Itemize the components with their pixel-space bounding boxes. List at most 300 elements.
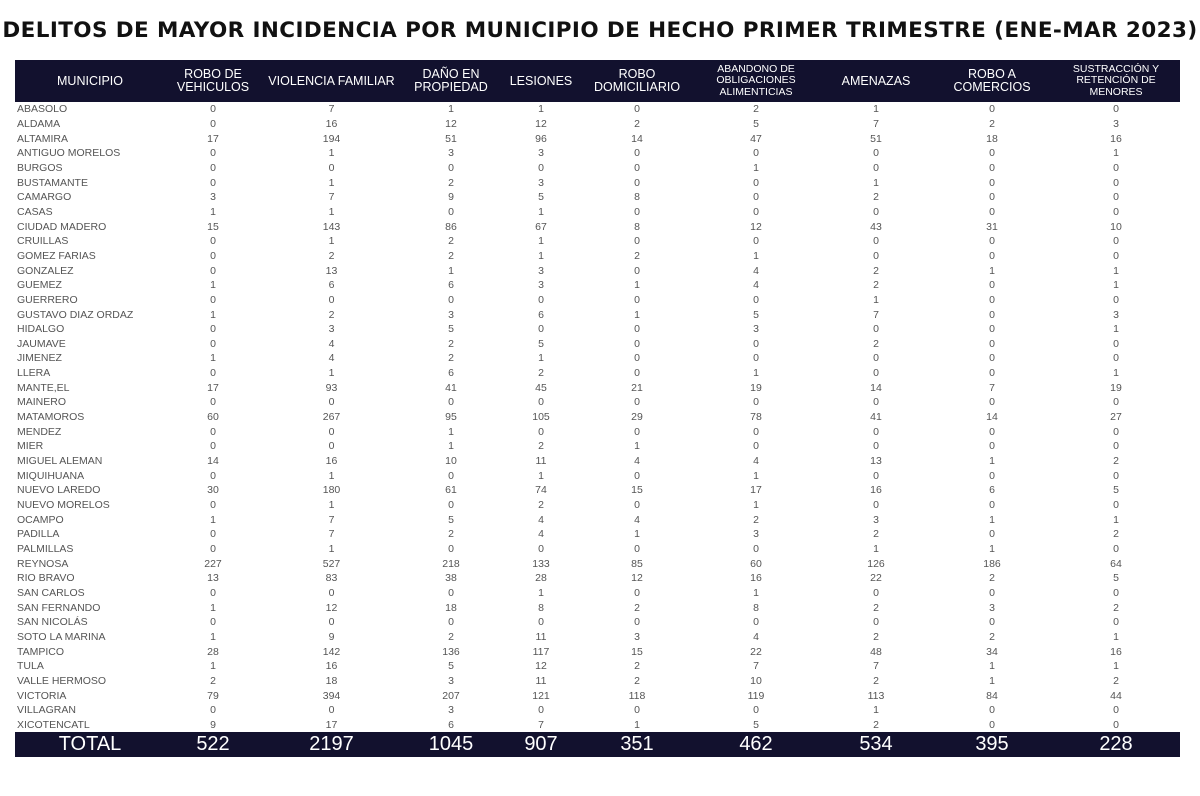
municipio-cell: NUEVO MORELOS [17, 499, 110, 512]
value-cell: 1 [873, 704, 879, 717]
table-row [15, 483, 1180, 498]
value-cell: 4 [634, 513, 640, 526]
value-cell: 38 [445, 572, 457, 585]
value-cell: 0 [989, 147, 995, 160]
value-cell: 0 [753, 205, 759, 218]
value-cell: 4 [634, 455, 640, 468]
value-cell: 0 [873, 396, 879, 409]
value-cell: 0 [989, 103, 995, 116]
value-cell: 14 [986, 411, 998, 424]
value-cell: 10 [750, 674, 762, 687]
value-cell: 0 [989, 528, 995, 541]
value-cell: 1 [328, 469, 335, 482]
value-cell: 4 [753, 264, 759, 277]
value-cell: 0 [753, 396, 759, 409]
municipio-cell: GOMEZ FARIAS [17, 249, 96, 262]
value-cell: 0 [989, 425, 995, 438]
municipio-cell: SAN FERNANDO [17, 601, 101, 614]
value-cell: 31 [986, 220, 998, 233]
value-cell: 3 [753, 528, 759, 541]
value-cell: 2 [989, 117, 995, 130]
value-cell: 9 [210, 718, 216, 731]
value-cell: 1 [210, 205, 216, 218]
column-header-sustraccion-menores: SUSTRACCIÓN Y RETENCIÓN DE MENORES [1052, 60, 1180, 102]
value-cell: 19 [1110, 381, 1122, 394]
value-cell: 15 [631, 645, 643, 658]
value-cell: 1 [989, 513, 995, 526]
value-cell: 2 [873, 601, 879, 614]
value-cell: 5 [1113, 572, 1119, 585]
value-cell: 27 [1110, 411, 1122, 424]
value-cell: 1 [634, 528, 640, 541]
value-cell: 3 [538, 176, 544, 189]
value-cell: 11 [535, 630, 547, 643]
value-cell: 2 [448, 235, 454, 248]
value-cell: 0 [448, 616, 454, 629]
value-cell: 0 [210, 367, 216, 380]
value-cell: 0 [634, 205, 640, 218]
municipio-cell: JIMENEZ [17, 352, 62, 365]
value-cell: 0 [448, 293, 454, 306]
value-cell: 0 [989, 323, 995, 336]
value-cell: 0 [1113, 293, 1119, 306]
table-row [15, 454, 1180, 469]
value-cell: 0 [989, 718, 995, 731]
value-cell: 1 [210, 352, 216, 365]
municipio-cell: MANTE,EL [17, 381, 70, 394]
value-cell: 13 [207, 572, 219, 585]
value-cell: 0 [210, 176, 216, 189]
value-cell: 48 [870, 645, 882, 658]
value-cell: 1 [328, 235, 335, 248]
value-cell: 2 [328, 249, 335, 262]
value-cell: 60 [207, 411, 219, 424]
header-row [15, 60, 1180, 102]
value-cell: 47 [750, 132, 762, 145]
value-cell: 6 [448, 718, 454, 731]
column-header-robo-domiciliario: ROBO DOMICILIARIO [582, 60, 692, 102]
value-cell: 0 [873, 249, 879, 262]
value-cell: 16 [750, 572, 762, 585]
value-cell: 194 [322, 132, 341, 145]
value-cell: 2 [328, 308, 335, 321]
column-header-dano-propiedad: DAÑO EN PROPIEDAD [402, 60, 500, 102]
table-row [15, 527, 1180, 542]
value-cell: 6 [448, 367, 454, 380]
value-cell: 218 [442, 557, 460, 570]
value-cell: 4 [753, 455, 759, 468]
value-cell: 136 [442, 645, 460, 658]
value-cell: 95 [445, 411, 457, 424]
table-row [15, 278, 1180, 293]
value-cell: 2 [1113, 455, 1119, 468]
table-row [15, 615, 1180, 630]
value-cell: 6 [448, 279, 454, 292]
value-cell: 17 [207, 132, 219, 145]
value-cell: 0 [1113, 499, 1119, 512]
column-header-robo-vehiculos: ROBO DE VEHICULOS [165, 60, 261, 102]
value-cell: 16 [325, 455, 338, 468]
table-row [15, 556, 1180, 571]
value-cell: 0 [1113, 249, 1119, 262]
table-row [15, 630, 1180, 645]
value-cell: 0 [634, 103, 640, 116]
value-cell: 1 [989, 543, 995, 556]
value-cell: 119 [747, 689, 765, 702]
municipio-cell: ALTAMIRA [17, 132, 68, 145]
value-cell: 14 [207, 455, 219, 468]
value-cell: 0 [634, 499, 640, 512]
value-cell: 1 [538, 235, 544, 248]
total-label: TOTAL [15, 732, 165, 757]
value-cell: 0 [210, 161, 216, 174]
value-cell: 2 [634, 601, 640, 614]
municipio-cell: GUSTAVO DIAZ ORDAZ [17, 308, 134, 321]
value-cell: 0 [538, 396, 544, 409]
table-row [15, 395, 1180, 410]
value-cell: 105 [532, 411, 550, 424]
value-cell: 0 [1113, 718, 1119, 731]
table-row [15, 410, 1180, 425]
value-cell: 0 [210, 469, 216, 482]
value-cell: 0 [989, 367, 995, 380]
value-cell: 0 [753, 176, 759, 189]
municipio-cell: MATAMOROS [17, 411, 85, 424]
table-row [15, 439, 1180, 454]
table-row [15, 366, 1180, 381]
column-header-municipio: MUNICIPIO [15, 60, 165, 102]
value-cell: 0 [753, 147, 759, 160]
value-cell: 0 [1113, 469, 1119, 482]
table-row [15, 249, 1180, 264]
crime-table [15, 60, 1180, 757]
value-cell: 17 [750, 484, 762, 497]
municipio-cell: JAUMAVE [17, 337, 66, 350]
value-cell: 83 [325, 572, 338, 585]
value-cell: 12 [535, 117, 547, 130]
value-cell: 2 [989, 630, 995, 643]
total-value: 522 [165, 732, 261, 757]
value-cell: 0 [634, 367, 640, 380]
table-row [15, 263, 1180, 278]
table-row [15, 600, 1180, 615]
value-cell: 2 [448, 528, 454, 541]
municipio-cell: HIDALGO [17, 323, 65, 336]
value-cell: 10 [1110, 220, 1122, 233]
value-cell: 16 [325, 117, 338, 130]
value-cell: 0 [1113, 337, 1119, 350]
municipio-cell: GUEMEZ [17, 279, 62, 292]
value-cell: 1 [1113, 147, 1119, 160]
value-cell: 2 [634, 660, 640, 673]
value-cell: 1 [634, 279, 640, 292]
value-cell: 0 [538, 293, 544, 306]
value-cell: 18 [445, 601, 457, 614]
municipio-cell: BUSTAMANTE [17, 176, 88, 189]
value-cell: 84 [986, 689, 998, 702]
value-cell: 0 [753, 616, 759, 629]
table-row [15, 234, 1180, 249]
value-cell: 5 [538, 337, 544, 350]
value-cell: 0 [210, 543, 216, 556]
value-cell: 5 [753, 718, 759, 731]
total-value: 462 [692, 732, 820, 757]
table-row [15, 219, 1180, 234]
column-header-robo-comercios: ROBO A COMERCIOS [932, 60, 1052, 102]
value-cell: 1 [328, 205, 335, 218]
value-cell: 2 [873, 528, 879, 541]
table-row [15, 161, 1180, 176]
value-cell: 2 [538, 367, 544, 380]
municipio-cell: CASAS [17, 205, 53, 218]
value-cell: 1 [634, 440, 640, 453]
value-cell: 9 [328, 630, 335, 643]
value-cell: 0 [210, 499, 216, 512]
municipio-cell: CAMARGO [17, 191, 72, 204]
municipio-cell: CRUILLAS [17, 235, 69, 248]
value-cell: 2 [1113, 601, 1119, 614]
value-cell: 1 [1113, 323, 1119, 336]
value-cell: 0 [753, 293, 759, 306]
value-cell: 0 [1113, 543, 1119, 556]
value-cell: 6 [989, 484, 995, 497]
value-cell: 1 [1113, 264, 1119, 277]
table-row [15, 586, 1180, 601]
value-cell: 1 [328, 367, 335, 380]
value-cell: 0 [210, 440, 216, 453]
value-cell: 16 [1110, 645, 1122, 658]
value-cell: 43 [870, 220, 882, 233]
value-cell: 19 [750, 381, 762, 394]
municipio-cell: PALMILLAS [17, 543, 74, 556]
municipio-cell: MENDEZ [17, 425, 62, 438]
value-cell: 22 [750, 645, 762, 658]
municipio-cell: VICTORIA [17, 689, 67, 702]
total-value: 395 [932, 732, 1052, 757]
value-cell: 2 [753, 103, 759, 116]
value-cell: 0 [989, 440, 995, 453]
value-cell: 1 [1113, 367, 1119, 380]
table-row [15, 542, 1180, 557]
value-cell: 227 [204, 557, 222, 570]
value-cell: 0 [753, 440, 759, 453]
value-cell: 7 [873, 660, 879, 673]
value-cell: 0 [448, 499, 454, 512]
value-cell: 0 [989, 249, 995, 262]
value-cell: 2 [1113, 674, 1119, 687]
value-cell: 1 [538, 205, 544, 218]
value-cell: 118 [628, 689, 646, 702]
value-cell: 5 [448, 513, 454, 526]
value-cell: 12 [325, 601, 338, 614]
value-cell: 2 [873, 279, 879, 292]
value-cell: 0 [989, 469, 995, 482]
value-cell: 11 [535, 455, 547, 468]
value-cell: 0 [989, 205, 995, 218]
municipio-cell: BURGOS [17, 161, 63, 174]
value-cell: 0 [1113, 205, 1119, 218]
value-cell: 3 [634, 630, 640, 643]
value-cell: 3 [1113, 117, 1119, 130]
value-cell: 60 [750, 557, 762, 570]
value-cell: 4 [538, 513, 544, 526]
value-cell: 1 [328, 176, 335, 189]
municipio-cell: MIGUEL ALEMAN [17, 455, 103, 468]
table-row [15, 175, 1180, 190]
value-cell: 5 [753, 308, 759, 321]
municipio-cell: RIO BRAVO [17, 572, 75, 585]
value-cell: 2 [538, 499, 544, 512]
value-cell: 12 [631, 572, 643, 585]
municipio-cell: ANTIGUO MORELOS [17, 147, 121, 160]
value-cell: 0 [634, 469, 640, 482]
value-cell: 2 [634, 249, 640, 262]
value-cell: 0 [753, 704, 759, 717]
value-cell: 0 [753, 352, 759, 365]
value-cell: 0 [753, 191, 759, 204]
value-cell: 0 [989, 396, 995, 409]
value-cell: 1 [753, 499, 759, 512]
value-cell: 0 [634, 323, 640, 336]
value-cell: 1 [210, 630, 216, 643]
value-cell: 2 [448, 337, 454, 350]
column-header-abandono-obligaciones: ABANDONO DE OBLIGACIONES ALIMENTICIAS [692, 60, 820, 102]
value-cell: 143 [322, 220, 341, 233]
value-cell: 1 [538, 103, 544, 116]
value-cell: 5 [448, 323, 454, 336]
value-cell: 4 [753, 279, 759, 292]
value-cell: 0 [210, 103, 216, 116]
value-cell: 64 [1110, 557, 1122, 570]
value-cell: 17 [207, 381, 219, 394]
value-cell: 0 [210, 616, 216, 629]
value-cell: 10 [445, 455, 457, 468]
value-cell: 3 [328, 323, 335, 336]
value-cell: 0 [634, 293, 640, 306]
municipio-cell: ALDAMA [17, 117, 61, 130]
value-cell: 1 [328, 543, 335, 556]
value-cell: 113 [867, 689, 885, 702]
municipio-cell: TULA [17, 660, 44, 673]
value-cell: 1 [328, 147, 335, 160]
value-cell: 1 [210, 308, 216, 321]
table-row [15, 307, 1180, 322]
value-cell: 13 [870, 455, 882, 468]
value-cell: 133 [532, 557, 550, 570]
value-cell: 4 [538, 528, 544, 541]
value-cell: 0 [753, 337, 759, 350]
value-cell: 12 [750, 220, 762, 233]
value-cell: 8 [634, 220, 640, 233]
municipio-cell: OCAMPO [17, 513, 64, 526]
value-cell: 0 [873, 440, 879, 453]
value-cell: 0 [210, 264, 216, 277]
value-cell: 0 [210, 425, 216, 438]
value-cell: 0 [210, 337, 216, 350]
value-cell: 1 [210, 513, 216, 526]
value-cell: 4 [753, 630, 759, 643]
value-cell: 17 [325, 718, 338, 731]
total-value: 2197 [261, 732, 402, 757]
value-cell: 0 [634, 176, 640, 189]
value-cell: 0 [989, 279, 995, 292]
value-cell: 21 [631, 381, 643, 394]
value-cell: 0 [634, 586, 640, 599]
value-cell: 3 [538, 279, 544, 292]
value-cell: 29 [631, 411, 643, 424]
value-cell: 0 [634, 264, 640, 277]
total-value: 351 [582, 732, 692, 757]
value-cell: 3 [448, 308, 454, 321]
municipio-cell: PADILLA [17, 528, 60, 541]
value-cell: 34 [986, 645, 998, 658]
value-cell: 3 [538, 264, 544, 277]
value-cell: 0 [873, 469, 879, 482]
value-cell: 74 [535, 484, 547, 497]
value-cell: 0 [753, 543, 759, 556]
table-row [15, 205, 1180, 220]
value-cell: 0 [448, 586, 454, 599]
value-cell: 0 [1113, 440, 1119, 453]
value-cell: 7 [873, 117, 879, 130]
value-cell: 1 [448, 264, 454, 277]
value-cell: 0 [634, 147, 640, 160]
value-cell: 3 [448, 674, 454, 687]
value-cell: 6 [328, 279, 335, 292]
value-cell: 0 [448, 205, 454, 218]
value-cell: 1 [538, 586, 544, 599]
value-cell: 0 [1113, 161, 1119, 174]
value-cell: 1 [328, 499, 335, 512]
value-cell: 0 [634, 543, 640, 556]
municipio-cell: TAMPICO [17, 645, 65, 658]
value-cell: 7 [538, 718, 544, 731]
municipio-cell: MAINERO [17, 396, 67, 409]
municipio-cell: LLERA [17, 367, 51, 380]
value-cell: 51 [445, 132, 457, 145]
value-cell: 8 [634, 191, 640, 204]
value-cell: 0 [989, 586, 995, 599]
value-cell: 2 [448, 176, 454, 189]
municipio-cell: GONZALEZ [17, 264, 74, 277]
value-cell: 18 [986, 132, 998, 145]
value-cell: 0 [873, 235, 879, 248]
value-cell: 1 [538, 249, 544, 262]
table-row [15, 322, 1180, 337]
value-cell: 0 [873, 586, 879, 599]
value-cell: 527 [322, 557, 341, 570]
municipio-cell: REYNOSA [17, 557, 69, 570]
value-cell: 0 [989, 616, 995, 629]
value-cell: 1 [448, 103, 454, 116]
municipio-cell: XICOTENCATL [17, 718, 90, 731]
table-row [15, 644, 1180, 659]
value-cell: 0 [538, 323, 544, 336]
value-cell: 1 [1113, 660, 1119, 673]
value-cell: 0 [1113, 396, 1119, 409]
value-cell: 121 [532, 689, 550, 702]
value-cell: 3 [448, 704, 454, 717]
value-cell: 2 [448, 630, 454, 643]
value-cell: 5 [538, 191, 544, 204]
table-row [15, 102, 1180, 117]
value-cell: 0 [989, 293, 995, 306]
value-cell: 3 [753, 323, 759, 336]
value-cell: 0 [328, 293, 335, 306]
value-cell: 1 [1113, 630, 1119, 643]
value-cell: 2 [448, 249, 454, 262]
value-cell: 0 [989, 176, 995, 189]
